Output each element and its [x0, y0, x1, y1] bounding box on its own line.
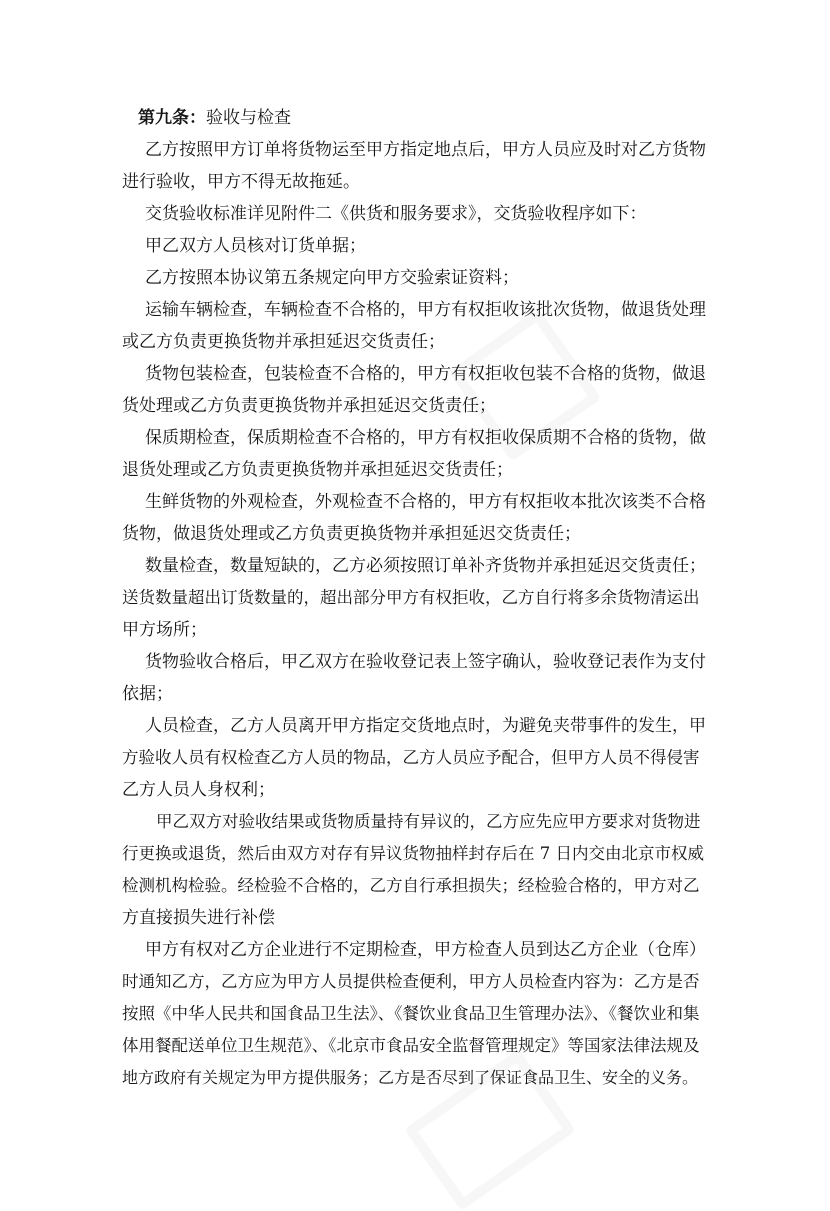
paragraph-line: 按照《中华人民共和国食品卫生法》、《餐饮业食品卫生管理办法》、《餐饮业和集 — [122, 1004, 700, 1023]
paragraph-line: 乙方人员人身权利； — [122, 780, 275, 800]
paragraph-line: 生鲜货物的外观检查，外观检查不合格的，甲方有权拒收本批次该类不合格 — [145, 492, 706, 512]
article-title: 验收与检查 — [206, 108, 291, 128]
paragraph-line: 交货验收标准详见附件二《供货和服务要求》，交货验收程序如下： — [145, 204, 647, 224]
paragraph-line: 时通知乙方，乙方应为甲方人员提供检查便利，甲方人员检查内容为：乙方是否 — [122, 972, 700, 991]
paragraph-line: 货物，做退货处理或乙方负责更换货物并承担延迟交货责任； — [122, 524, 581, 544]
paragraph-line: 运输车辆检查，车辆检查不合格的，甲方有权拒收该批次货物，做退货处理 — [145, 300, 706, 320]
paragraph-line: 方直接损失进行补偿 — [122, 908, 275, 928]
paragraph-line: 或乙方负责更换货物并承担延迟交货责任； — [122, 332, 445, 352]
paragraph-line: 乙方按照本协议第五条规定向甲方交验索证资料； — [145, 268, 519, 288]
paragraph-line: 保质期检查，保质期检查不合格的，甲方有权拒收保质期不合格的货物，做 — [145, 428, 706, 448]
paragraph-line: 人员检查，乙方人员离开甲方指定交货地点时，为避免夹带事件的发生，甲 — [145, 716, 706, 736]
paragraph-line: 退货处理或乙方负责更换货物并承担延迟交货责任； — [122, 460, 513, 480]
paragraph-line: 数量检查，数量短缺的，乙方必须按照订单补齐货物并承担延迟交货责任； — [145, 556, 706, 576]
paragraph-line: 地方政府有关规定为甲方提供服务；乙方是否尽到了保证食品卫生、安全的义务。 — [122, 1068, 699, 1087]
paragraph-line: 体用餐配送单位卫生规范》、《北京市食品安全监督管理规定》等国家法律法规及 — [122, 1036, 700, 1055]
article-heading — [138, 108, 291, 128]
article-number: 第九条： — [138, 108, 206, 128]
paragraph-line: 送货数量超出订货数量的，超出部分甲方有权拒收，乙方自行将多余货物清运出 — [122, 588, 700, 607]
paragraph-line: 乙方按照甲方订单将货物运至甲方指定地点后，甲方人员应及时对乙方货物 — [145, 140, 706, 160]
paragraph-line: 甲方场所； — [122, 620, 207, 640]
paragraph-line: 甲乙双方对验收结果或货物质量持有异议的，乙方应先应甲方要求对货物进 — [156, 812, 701, 831]
paragraph-line: 甲乙双方人员核对订货单据； — [145, 236, 366, 256]
paragraph-line: 货处理或乙方负责更换货物并承担延迟交货责任； — [122, 396, 496, 416]
paragraph-line: 依据； — [122, 684, 173, 704]
paragraph-line: 货物验收合格后，甲乙双方在验收登记表上签字确认，验收登记表作为支付 — [145, 652, 706, 672]
paragraph-line: 货物包装检查，包装检查不合格的，甲方有权拒收包装不合格的货物，做退 — [145, 364, 706, 384]
paragraph-line: 方验收人员有权检查乙方人员的物品，乙方人员应予配合，但甲方人员不得侵害 — [122, 748, 700, 767]
paragraph-line: 行更换或退货，然后由双方对存有异议货物抽样封存后在 7 日内交由北京市权威 — [122, 844, 704, 863]
paragraph-line: 检测机构检验。经检验不合格的，乙方自行承担损失；经检验合格的，甲方对乙 — [122, 876, 700, 895]
paragraph-line: 甲方有权对乙方企业进行不定期检查，甲方检查人员到达乙方企业（仓库） — [145, 940, 706, 960]
paragraph-line: 进行验收，甲方不得无故拖延。 — [122, 172, 360, 192]
